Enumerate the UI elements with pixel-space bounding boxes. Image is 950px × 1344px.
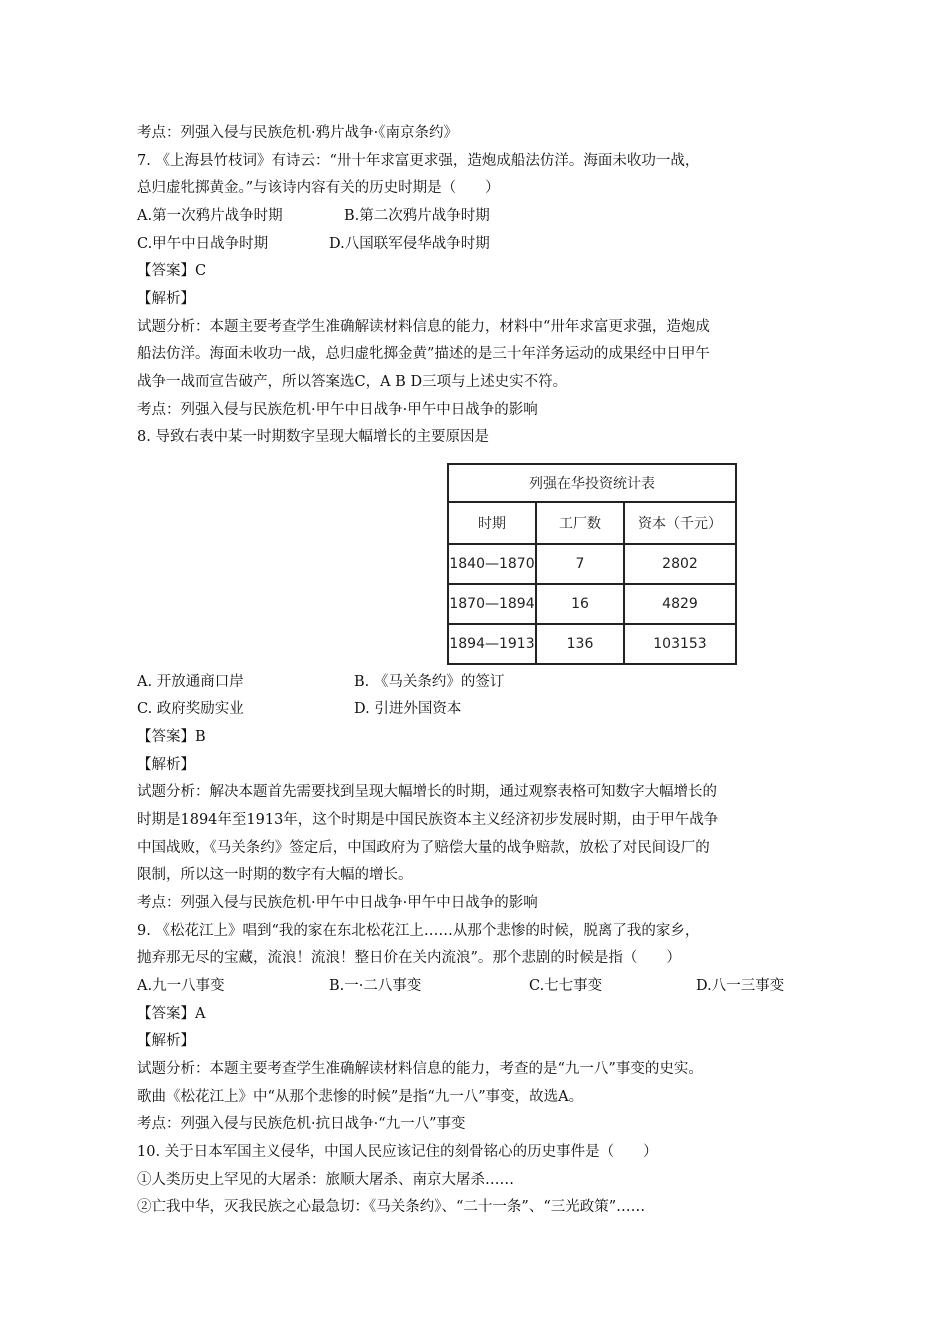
- q7-analysis-line3: 战争一战而宣告破产，所以答案选C，A B D三项与上述史实不符。: [137, 374, 568, 390]
- q7-option-b: B.第二次鸦片战争时期: [344, 208, 490, 224]
- q8-option-d: D. 引进外国资本: [354, 701, 462, 717]
- q9-option-a: A.九一八事变: [137, 978, 225, 994]
- q8-option-b: B. 《马关条约》的签订: [354, 674, 505, 690]
- q8-analysis-line3: 中国战败，《马关条约》签定后，中国政府为了赔偿大量的战争赔款，放松了对民间设厂的: [137, 840, 710, 856]
- q9-option-d: D.八一三事变: [696, 978, 785, 994]
- q8-analysis-line1: 试题分析：解决本题首先需要找到呈现大幅增长的时期，通过观察表格可知数字大幅增长的: [137, 784, 717, 800]
- q10-item1: ①人类历史上罕见的大屠杀：旅顺大屠杀、南京大屠杀……: [137, 1172, 514, 1188]
- investment-table: [447, 463, 737, 665]
- q8-kaodian: 考点：列强入侵与民族危机·甲午中日战争·甲午中日战争的影响: [137, 895, 538, 911]
- table-row: [448, 624, 736, 664]
- q9-option-b: B.一·二八事变: [329, 978, 422, 994]
- table-cell: 4829: [624, 584, 736, 624]
- q9-stem-line1: 9. 《松花江上》唱到“我的家在东北松花江上……从那个悲惨的时候，脱离了我的家乡，: [137, 923, 700, 939]
- q8-option-c: C. 政府奖励实业: [137, 701, 244, 717]
- table-cell: 1840—1870: [448, 544, 536, 584]
- q8-analysis-line2: 时期是1894年至1913年，这个时期是中国民族资本主义经济初步发展时期，由于甲午战争: [137, 812, 719, 828]
- table-cell: 103153: [624, 624, 736, 664]
- q8-analysis-line4: 限制，所以这一时期的数字有大幅的增长。: [137, 867, 413, 883]
- q7-jiexi-heading: 【解析】: [137, 291, 195, 307]
- table-cell: 7: [536, 544, 624, 584]
- table-cell: 1894—1913: [448, 624, 536, 664]
- q8-answer: 【答案】B: [137, 729, 206, 745]
- q8-option-a: A. 开放通商口岸: [137, 674, 244, 690]
- q7-option-a: A.第一次鸦片战争时期: [137, 208, 283, 224]
- q7-stem-line1: 7. 《上海县竹枝词》有诗云：“卅十年求富更求强，造炮成船法仿洋。海面未收功一战，: [137, 153, 700, 169]
- table-title: 列强在华投资统计表: [448, 464, 736, 502]
- q8-jiexi-heading: 【解析】: [137, 757, 195, 773]
- table-cell: 16: [536, 584, 624, 624]
- q9-jiexi-heading: 【解析】: [137, 1033, 195, 1049]
- table-header-period: 时期: [448, 502, 536, 544]
- q6-kaodian: 考点：列强入侵与民族危机·鸦片战争·《南京条约》: [137, 125, 458, 141]
- q9-analysis-line2: 歌曲《松花江上》中“从那个悲惨的时候”是指“九一八”事变，故选A。: [137, 1089, 584, 1105]
- table-row: [448, 544, 736, 584]
- q7-option-c: C.甲午中日战争时期: [137, 236, 269, 252]
- table-cell: 136: [536, 624, 624, 664]
- q9-option-c: C.七七事变: [529, 978, 603, 994]
- q10-stem: 10. 关于日本军国主义侵华，中国人民应该记住的刻骨铭心的历史事件是（ ）: [137, 1144, 658, 1160]
- table-cell: 1870—1894: [448, 584, 536, 624]
- q9-kaodian: 考点：列强入侵与民族危机·抗日战争·“九一八”事变: [137, 1116, 466, 1132]
- table-cell: 2802: [624, 544, 736, 584]
- q9-stem-line2: 抛弃那无尽的宝藏，流浪！流浪！整日价在关内流浪”。那个悲剧的时候是指（ ）: [137, 950, 681, 966]
- q7-stem-line2: 总归虚牝掷黄金。”与该诗内容有关的历史时期是（ ）: [137, 180, 500, 196]
- q10-item2: ②亡我中华，灭我民族之心最急切：《马关条约》、“二十一条”、“三光政策”……: [137, 1199, 646, 1215]
- table-header-capital: 资本（千元）: [624, 502, 736, 544]
- table-header-factories: 工厂数: [536, 502, 624, 544]
- q9-analysis-line1: 试题分析：本题主要考查学生准确解读材料信息的能力，考查的是“九一八”事变的史实。: [137, 1061, 703, 1077]
- table-row: [448, 584, 736, 624]
- q7-analysis-line2: 船法仿洋。海面未收功一战，总归虚牝掷金黄”描述的是三十年洋务运动的成果经中日甲午: [137, 346, 710, 362]
- q7-option-d: D.八国联军侵华战争时期: [329, 236, 490, 252]
- q7-analysis-line1: 试题分析：本题主要考查学生准确解读材料信息的能力，材料中“卅年求富更求强，造炮成: [137, 319, 710, 335]
- q8-stem: 8. 导致右表中某一时期数字呈现大幅增长的主要原因是: [137, 429, 489, 445]
- q9-answer: 【答案】A: [137, 1006, 206, 1022]
- q7-answer: 【答案】C: [137, 263, 207, 279]
- q7-kaodian: 考点：列强入侵与民族危机·甲午中日战争·甲午中日战争的影响: [137, 402, 538, 418]
